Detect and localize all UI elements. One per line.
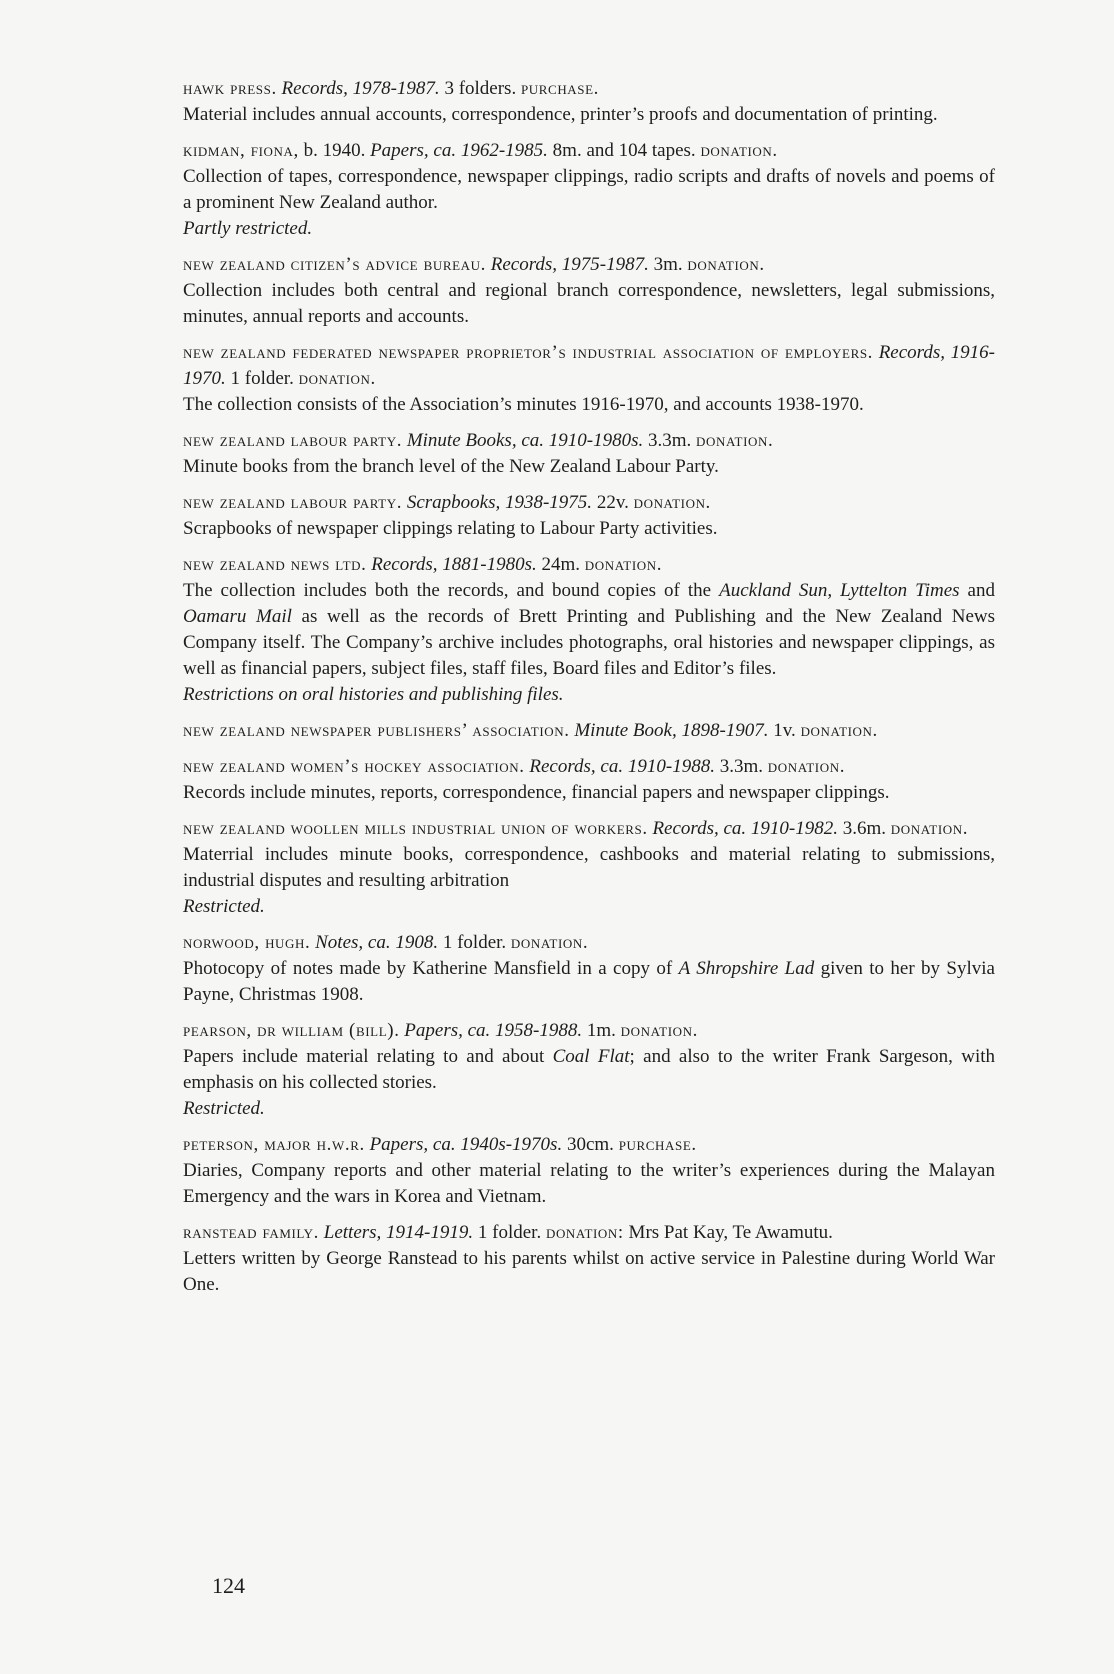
desc-text: ; and also to the writer Frank Sargeson, with emphasis on his collected stories. — [183, 1046, 995, 1093]
record-type: Records, ca. 1910-1982. — [652, 818, 839, 839]
entry-description — [183, 1044, 995, 1096]
restriction-note: Partly restricted. — [183, 218, 313, 239]
extent: 1v. — [773, 720, 796, 741]
extent: 3.3m. — [647, 430, 692, 451]
acquisition: donation. — [620, 1020, 698, 1041]
extent: 24m. — [541, 554, 581, 575]
entry-pearson-william — [183, 1018, 995, 1122]
acquisition: donation. — [633, 492, 711, 513]
entry-name: new zealand citizen’s advice bureau. — [183, 254, 486, 275]
entry-description: Material includes annual accounts, correspondence, printer’s proofs and documentation of printing. — [183, 104, 938, 125]
acquisition: donation. — [584, 554, 663, 575]
entry-nz-news-ltd — [183, 552, 995, 708]
entry-description: Collection of tapes, correspondence, newspaper clippings, radio scripts and drafts of novels and poems of a prominent New Zealand author. — [183, 166, 995, 213]
entry-description: Letters written by George Ranstead to his parents whilst on active service in Palestine during World War One. — [183, 1248, 995, 1295]
entry-nz-citizens-advice-bureau — [183, 252, 995, 330]
entry-kidman-fiona — [183, 138, 995, 242]
record-type: Papers, ca. 1958-1988. — [404, 1020, 583, 1041]
entry-heading — [183, 428, 995, 454]
page-number: 124 — [212, 1573, 245, 1598]
desc-title: Coal Flat — [552, 1046, 630, 1067]
entry-name: hawk press. — [183, 78, 277, 99]
acquisition: donation. — [696, 430, 774, 451]
entry-heading — [183, 138, 995, 164]
desc-text: and — [959, 580, 995, 601]
entry-name: new zealand woollen mills industrial union of workers. — [183, 818, 648, 839]
entry-name: new zealand news ltd. — [183, 554, 367, 575]
entry-description — [183, 578, 995, 682]
extent: 3.6m. — [842, 818, 887, 839]
desc-text: The collection includes both the records, and bound copies of the — [183, 580, 720, 601]
entry-description: Scrapbooks of newspaper clippings relating to Labour Party activities. — [183, 518, 718, 539]
acquisition: purchase. — [520, 78, 600, 99]
extent: 3 folders. — [444, 78, 517, 99]
entry-heading — [183, 754, 995, 780]
entry-heading — [183, 718, 995, 744]
record-type: Minute Books, ca. 1910-1980s. — [406, 430, 644, 451]
entry-name: norwood, hugh. — [183, 932, 311, 953]
restriction-note: Restrictions on oral histories and publishing files. — [183, 684, 564, 705]
entry-nz-womens-hockey-association — [183, 754, 995, 806]
restriction-note: Restricted. — [183, 896, 265, 917]
extent: 8m. and 104 tapes. — [552, 140, 696, 161]
desc-title: A Shropshire Lad — [678, 958, 815, 979]
entry-nz-federated-newspaper-proprietors — [183, 340, 995, 418]
entry-heading — [183, 76, 995, 102]
desc-text: Photocopy of notes made by Katherine Mansfield in a copy of — [183, 958, 679, 979]
donor: Mrs Pat Kay, Te Awamutu. — [628, 1222, 833, 1243]
acquisition: donation. — [298, 368, 376, 389]
extent: 30cm. — [566, 1134, 614, 1155]
entry-description: Diaries, Company reports and other material relating to the writer’s experiences during the Malayan Emergency and the wars in Korea and Vietnam. — [183, 1160, 995, 1207]
acquisition: donation. — [700, 140, 778, 161]
entry-list — [183, 76, 995, 1308]
entry-heading — [183, 816, 995, 842]
entry-name: new zealand women’s hockey association. — [183, 756, 525, 777]
entry-heading — [183, 1132, 995, 1158]
entry-peterson-hwr — [183, 1132, 995, 1210]
extent: 1 folder. — [442, 932, 507, 953]
desc-text: given to her by Sylvia Payne, Christmas 1908. — [183, 958, 995, 1005]
entry-description: Collection includes both central and regional branch correspondence, newsletters, legal submissions, minutes, annual reports and accounts. — [183, 280, 995, 327]
entry-hawk-press — [183, 76, 995, 128]
entry-heading — [183, 552, 995, 578]
acquisition: donation. — [767, 756, 846, 777]
record-type: Papers, ca. 1940s-1970s. — [369, 1134, 563, 1155]
entry-heading — [183, 1018, 995, 1044]
extent: 1 folder. — [230, 368, 294, 389]
entry-name-dates: b. 1940. — [303, 140, 366, 161]
entry-nz-labour-party-scrapbooks — [183, 490, 995, 542]
record-type: Notes, ca. 1908. — [315, 932, 439, 953]
entry-heading — [183, 340, 995, 392]
record-type: Scrapbooks, 1938-1975. — [406, 492, 593, 513]
acquisition: donation. — [800, 720, 878, 741]
entry-heading — [183, 930, 995, 956]
extent: 3m. — [653, 254, 683, 275]
desc-text: as well as the records of Brett Printing and Publishing and the New Zealand News Company itself. The Company’s archive includes photographs, oral histories and newspaper clippings, as well as financial papers, subject files, staff files, Board files and Editor’s files. — [183, 606, 995, 679]
entry-nz-newspaper-publishers-association — [183, 718, 995, 744]
acquisition: donation. — [687, 254, 765, 275]
acquisition: donation. — [510, 932, 589, 953]
record-type: Records, ca. 1910-1988. — [529, 756, 715, 777]
acquisition: donation: — [545, 1222, 624, 1243]
record-type: Records, 1975-1987. — [490, 254, 649, 275]
record-type: Records, 1881-1980s. — [371, 554, 537, 575]
desc-title: Auckland Sun, Lyttelton Times — [719, 580, 960, 601]
record-type: Records, 1978-1987. — [281, 78, 440, 99]
entry-name: new zealand labour party. — [183, 492, 403, 513]
entry-name: new zealand newspaper publishers’ association. — [183, 720, 570, 741]
record-type: Papers, ca. 1962-1985. — [370, 140, 548, 161]
entry-name: new zealand federated newspaper proprietor’s industrial association of employers. — [183, 342, 874, 363]
entry-description: The collection consists of the Association’s minutes 1916-1970, and accounts 1938-1970. — [183, 394, 864, 415]
entry-name: ranstead family. — [183, 1222, 320, 1243]
entry-ranstead-family — [183, 1220, 995, 1298]
entry-description: Materrial includes minute books, correspondence, cashbooks and material relating to submissions, industrial disputes and resulting arbitration — [183, 844, 995, 891]
entry-nz-labour-party-minute-books — [183, 428, 995, 480]
desc-text: Papers include material relating to and about — [183, 1046, 553, 1067]
entry-description — [183, 956, 995, 1008]
extent: 1 folder. — [477, 1222, 542, 1243]
entry-heading — [183, 252, 995, 278]
record-type: Minute Book, 1898-1907. — [574, 720, 769, 741]
entry-name: new zealand labour party. — [183, 430, 403, 451]
entry-heading — [183, 1220, 995, 1246]
entry-name: kidman, fiona, — [183, 140, 299, 161]
acquisition: purchase. — [618, 1134, 697, 1155]
acquisition: donation. — [890, 818, 969, 839]
entry-heading — [183, 490, 995, 516]
extent: 3.3m. — [719, 756, 763, 777]
entry-name: pearson, dr william (bill). — [183, 1020, 400, 1041]
restriction-note: Restricted. — [183, 1098, 265, 1119]
extent: 22v. — [596, 492, 629, 513]
entry-description: Records include minutes, reports, correspondence, financial papers and newspaper clippings. — [183, 782, 890, 803]
entry-description: Minute books from the branch level of the New Zealand Labour Party. — [183, 456, 719, 477]
extent: 1m. — [586, 1020, 616, 1041]
record-type: Records, 1916-1970. — [183, 342, 995, 389]
desc-title: Oamaru Mail — [183, 606, 292, 627]
entry-name: peterson, major h.w.r. — [183, 1134, 365, 1155]
record-type: Letters, 1914-1919. — [323, 1222, 474, 1243]
entry-norwood-hugh — [183, 930, 995, 1008]
entry-nz-woollen-mills-union — [183, 816, 995, 920]
